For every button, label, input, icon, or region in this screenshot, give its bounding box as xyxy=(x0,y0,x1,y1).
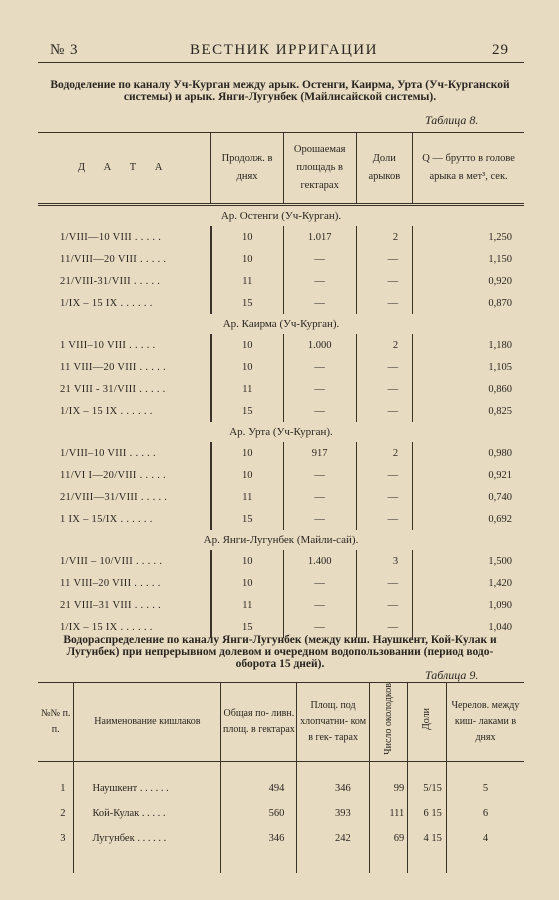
issue-number: № 3 xyxy=(50,42,79,58)
cell-area: 1.400 xyxy=(283,550,356,572)
table-row xyxy=(38,356,524,378)
th-no: №№ п. п. xyxy=(38,683,74,762)
group-row xyxy=(38,422,524,442)
table-row xyxy=(38,464,524,486)
th-rotation: Черелов. между киш- лаками в днях xyxy=(446,683,524,762)
cell-date: 21/VIII—31/VIII . . . . . xyxy=(60,491,168,503)
cell-share: — xyxy=(356,248,413,270)
cell-q: 0,740 xyxy=(413,486,524,508)
cell-area: — xyxy=(283,292,356,314)
spacer-cell xyxy=(446,761,524,776)
page-number: 29 xyxy=(492,42,509,58)
cell-no: 3 xyxy=(60,832,66,844)
cell-days9: 6 xyxy=(446,801,524,826)
th-wells-text: Число околодков xyxy=(382,683,394,755)
cell-date: 21 VIII–31 VIII . . . . . xyxy=(60,599,162,611)
cell-date: 21/VIII-31/VIII . . . . . xyxy=(60,275,161,287)
table-row xyxy=(38,378,524,400)
spacer-cell xyxy=(446,851,524,873)
table8-title-line1: Вододеление по каналу Уч-Курган между арык. Остенги, Каирма, Урта (Уч-Курганской xyxy=(50,79,510,91)
table-row xyxy=(38,826,524,851)
table9-title-line3: оборота 15 дней). xyxy=(235,658,325,670)
cell-share: 3 xyxy=(356,550,413,572)
cell-q: 1,180 xyxy=(413,334,524,356)
cell-area: — xyxy=(283,378,356,400)
table-row xyxy=(38,486,524,508)
spacer-cell xyxy=(74,851,221,873)
cell-date: 1 IX – 15/IX . . . . . . xyxy=(60,513,153,525)
cell-cotton: 242 xyxy=(297,826,369,851)
cell-date: 1 VIII–10 VIII . . . . . xyxy=(60,339,156,351)
cell-area: — xyxy=(283,356,356,378)
cell-days: 10 xyxy=(211,248,284,270)
cell-date: 11/VI I—20/VIII . . . . . xyxy=(60,469,166,481)
cell-q: 1,150 xyxy=(413,248,524,270)
cell-area: — xyxy=(283,486,356,508)
table9-body xyxy=(38,761,524,873)
cell-share: — xyxy=(356,508,413,530)
table9-title-line1: Водораспределение по каналу Янги-Лугунбек (между киш. Наушкент, Кой-Кулак и xyxy=(63,634,497,646)
table-row xyxy=(38,442,524,464)
th-duration: Продолж. в днях xyxy=(211,133,284,205)
cell-area: 1.000 xyxy=(283,334,356,356)
cell-date: 1/VIII–10 VIII . . . . . xyxy=(60,447,156,459)
cell-name: Лугунбек . . . . . . xyxy=(74,826,221,851)
cell-share: — xyxy=(356,270,413,292)
cell-q: 1,420 xyxy=(413,572,524,594)
cell-days: 10 xyxy=(211,334,284,356)
spacer-cell xyxy=(38,851,74,873)
cell-name: Наушкент . . . . . . xyxy=(74,776,221,801)
cell-share: 2 xyxy=(356,334,413,356)
spacer-cell xyxy=(38,761,74,776)
cell-share: — xyxy=(356,356,413,378)
table-row xyxy=(38,776,524,801)
cell-date: 1/IX – 15 IX . . . . . . xyxy=(60,405,153,417)
cell-date: 1/IX – 15 IX . . . . . . xyxy=(60,621,153,633)
spacer-cell xyxy=(369,761,408,776)
cell-area: — xyxy=(283,594,356,616)
cell-date: 11 VIII—20 VIII . . . . . xyxy=(60,361,166,373)
table-row xyxy=(38,508,524,530)
cell-days: 10 xyxy=(211,226,284,248)
cell-days: 11 xyxy=(211,378,284,400)
th-area: Орошаемая площадь в гектарах xyxy=(283,133,356,205)
table9-title xyxy=(30,634,530,670)
cell-days: 10 xyxy=(211,550,284,572)
cell-date: 21 VIII - 31/VIII . . . . . xyxy=(60,383,166,395)
th-date: Д А Т А xyxy=(38,133,211,205)
table8-body xyxy=(38,205,524,639)
cell-q: 1,500 xyxy=(413,550,524,572)
cell-date: 11 VIII–20 VIII . . . . . xyxy=(60,577,161,589)
table9-label: Таблица 9. xyxy=(425,668,479,682)
cell-days: 10 xyxy=(211,356,284,378)
cell-share9: 4 15 xyxy=(408,826,447,851)
group-name: Ар. Остенги (Уч-Курган). xyxy=(220,210,342,222)
table8-label: Таблица 8. xyxy=(425,113,479,127)
cell-share: — xyxy=(356,572,413,594)
cell-days: 10 xyxy=(211,442,284,464)
th-shares9-text: Доли xyxy=(421,707,433,730)
table-row xyxy=(38,594,524,616)
cell-area: 917 xyxy=(283,442,356,464)
cell-date: 1/IX – 15 IX . . . . . . xyxy=(60,297,153,309)
cell-wells: 111 xyxy=(369,801,408,826)
cell-days: 15 xyxy=(211,400,284,422)
cell-days: 15 xyxy=(211,508,284,530)
spacer-cell xyxy=(297,851,369,873)
table8-title-line2: системы) и арык. Янги-Лугунбек (Майлисайской системы). xyxy=(123,91,437,103)
group-row xyxy=(38,314,524,334)
cell-days: 11 xyxy=(211,594,284,616)
cell-share: — xyxy=(356,594,413,616)
cell-area: — xyxy=(283,248,356,270)
cell-date: 11/VIII—20 VIII . . . . . xyxy=(60,253,167,265)
spacer-cell xyxy=(221,761,297,776)
spacer-cell xyxy=(369,851,408,873)
spacer-row xyxy=(38,851,524,873)
cell-share: — xyxy=(356,400,413,422)
cell-share: 2 xyxy=(356,226,413,248)
cell-share: — xyxy=(356,616,413,638)
cell-total: 346 xyxy=(221,826,297,851)
cell-no: 2 xyxy=(60,807,66,819)
cell-date: 1/VIII – 10/VIII . . . . . xyxy=(60,555,163,567)
table9 xyxy=(38,682,524,873)
th-cotton-area: Площ. под хлопчатни- ком в гек- тарах xyxy=(297,683,369,762)
cell-area: — xyxy=(283,400,356,422)
table-row xyxy=(38,270,524,292)
table8-title xyxy=(30,79,530,103)
cell-area: — xyxy=(283,270,356,292)
table-row xyxy=(38,801,524,826)
cell-share: — xyxy=(356,486,413,508)
journal-title: ВЕСТНИК ИРРИГАЦИИ xyxy=(190,42,378,58)
cell-q: 0,860 xyxy=(413,378,524,400)
cell-q: 0,920 xyxy=(413,270,524,292)
cell-days: 10 xyxy=(211,464,284,486)
cell-area: — xyxy=(283,572,356,594)
spacer-cell xyxy=(221,851,297,873)
th-shares9 xyxy=(408,683,447,762)
cell-share9: 5/15 xyxy=(408,776,447,801)
cell-area: 1.017 xyxy=(283,226,356,248)
cell-days: 11 xyxy=(211,486,284,508)
th-name: Наименование кишлаков xyxy=(74,683,221,762)
table-row xyxy=(38,572,524,594)
table-row xyxy=(38,550,524,572)
cell-wells: 69 xyxy=(369,826,408,851)
cell-q: 1,105 xyxy=(413,356,524,378)
cell-q: 0,825 xyxy=(413,400,524,422)
th-shares: Доли арыков xyxy=(356,133,413,205)
cell-area: — xyxy=(283,616,356,638)
cell-q: 1,090 xyxy=(413,594,524,616)
th-total-area: Общая по- ливн. площ. в гектарах xyxy=(221,683,297,762)
cell-area: — xyxy=(283,508,356,530)
cell-no: 1 xyxy=(60,782,66,794)
cell-area: — xyxy=(283,464,356,486)
cell-name: Кой-Кулак . . . . . xyxy=(74,801,221,826)
table-row xyxy=(38,248,524,270)
cell-share: 2 xyxy=(356,442,413,464)
cell-cotton: 346 xyxy=(297,776,369,801)
cell-days9: 5 xyxy=(446,776,524,801)
cell-cotton: 393 xyxy=(297,801,369,826)
group-name: Ар. Урта (Уч-Курган). xyxy=(229,426,333,438)
cell-share: — xyxy=(356,378,413,400)
header-rule xyxy=(38,62,524,63)
cell-share9: 6 15 xyxy=(408,801,447,826)
cell-q: 0,921 xyxy=(413,464,524,486)
th-wells xyxy=(369,683,408,762)
cell-q: 0,980 xyxy=(413,442,524,464)
cell-total: 494 xyxy=(221,776,297,801)
table-row xyxy=(38,292,524,314)
table8 xyxy=(38,132,524,638)
cell-share: — xyxy=(356,292,413,314)
cell-q: 0,870 xyxy=(413,292,524,314)
spacer-row xyxy=(38,761,524,776)
th-q: Q — брутто в голове арыка в мет³, сек. xyxy=(413,133,524,205)
cell-q: 1,250 xyxy=(413,226,524,248)
spacer-cell xyxy=(408,851,447,873)
spacer-cell xyxy=(408,761,447,776)
spacer-cell xyxy=(297,761,369,776)
cell-days: 11 xyxy=(211,270,284,292)
table-row xyxy=(38,400,524,422)
cell-total: 560 xyxy=(221,801,297,826)
table-row xyxy=(38,226,524,248)
group-name: Ар. Каирма (Уч-Курган). xyxy=(222,318,340,330)
cell-share: — xyxy=(356,464,413,486)
cell-days: 10 xyxy=(211,572,284,594)
cell-q: 1,040 xyxy=(413,616,524,638)
cell-wells: 99 xyxy=(369,776,408,801)
group-row xyxy=(38,205,524,227)
cell-days: 15 xyxy=(211,292,284,314)
table-row xyxy=(38,334,524,356)
cell-date: 1/VIII—10 VIII . . . . . xyxy=(60,231,162,243)
spacer-cell xyxy=(74,761,221,776)
cell-days: 15 xyxy=(211,616,284,638)
cell-q: 0,692 xyxy=(413,508,524,530)
cell-days9: 4 xyxy=(446,826,524,851)
group-name: Ар. Янги-Лугунбек (Майли-сай). xyxy=(203,534,359,546)
table9-title-line2: Лугунбек) при непрерывном долевом и очередном водопользовании (период водо- xyxy=(66,646,494,658)
group-row xyxy=(38,530,524,550)
